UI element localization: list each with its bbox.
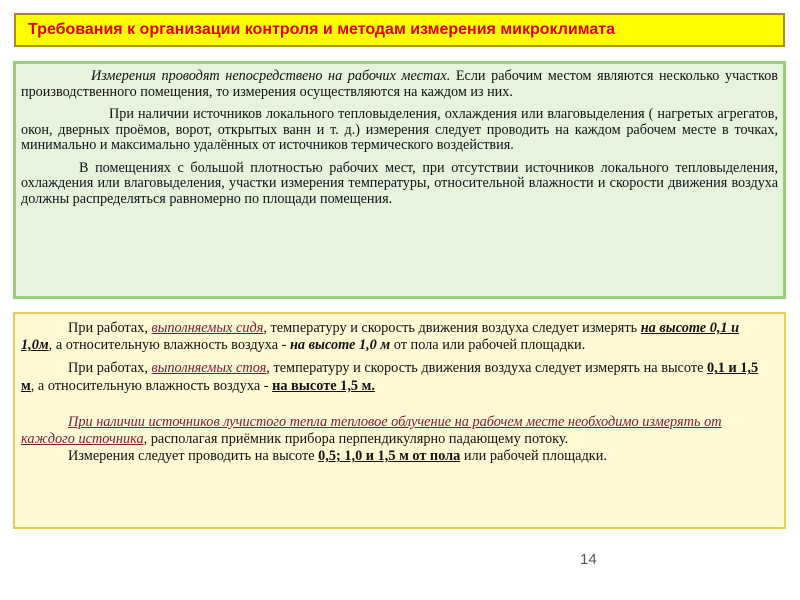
text: , располагая приёмник прибора перпендикулярно падающему потоку. <box>143 431 569 448</box>
highlight-each-source: измерять от каждого источника <box>21 413 722 448</box>
height-standing-temperature: 0,1 и 1,5 м <box>21 360 759 394</box>
text: При работах, <box>68 320 152 336</box>
highlight-standing: выполняемых стоя <box>151 360 267 377</box>
paragraph-high-density: В помещениях с большой плотностью рабочих мест, при отсутствии источников локального тепловыделения, охлаждения или влаговыделения, участки измерения температуры, относительной влажности и скорости движения воздуха должны распределяться равномерно по площади помещения. <box>21 159 778 207</box>
text: Измерения следует проводить на высоте <box>68 448 319 465</box>
text: , температуру и скорость движения воздуха следует измерять на высоте <box>266 360 708 377</box>
text: , а относительную влажность воздуха - <box>48 337 290 354</box>
height-sitting-humidity: на высоте 1,0 м <box>290 337 391 354</box>
slide-title: Требования к организации контроля и методам измерения микроклимата <box>28 21 615 38</box>
paragraph-lead-italic: Измерения проводят непосредствено на рабочих местах. <box>91 68 451 84</box>
highlight-sitting: выполняемых сидя <box>151 320 264 336</box>
requirements-block <box>13 61 786 299</box>
height-sitting-temperature: на высоте 0,1 и 1,0м <box>21 320 740 354</box>
height-standing-humidity: на высоте 1,5 м. <box>272 377 375 394</box>
paragraph-local-sources: При наличии источников локального тепловыделения, охлаждения или влаговыделения ( нагретых агрегатов, окон, дверных проёмов, ворот, открытых ванн и т. д.) измерения следует проводить на каждом рабочем месте в точках, минимально и максимально удалённых от источников термического воздействия. <box>21 106 778 153</box>
text: от пола или рабочей площадки. <box>390 337 586 354</box>
title-banner <box>14 13 785 47</box>
highlight-radiant-heat: При наличии источников лучистого тепла тепловое облучение на рабочем месте необходимо <box>68 413 643 430</box>
text: , а относительную влажность воздуха - <box>30 377 273 394</box>
text: или рабочей площадки. <box>460 448 607 465</box>
paragraph-measurement-heights <box>21 448 764 465</box>
page-number: 14 <box>580 551 597 568</box>
paragraph-standing-work <box>21 360 764 394</box>
paragraph-workplace-measurements <box>21 69 778 100</box>
text: , температуру и скорость движения воздуха следует измерять <box>263 320 641 336</box>
measurement-heights: 0,5; 1,0 и 1,5 м от пола <box>318 448 461 465</box>
paragraph-text: Если рабочим местом являются несколько участков производственного помещения, то измерения осуществляются на каждом из них. <box>21 68 778 100</box>
paragraph-radiant-heat <box>21 414 764 448</box>
measurement-heights-block <box>13 312 786 529</box>
paragraph-sitting-work <box>21 320 764 354</box>
text: При работах, <box>68 360 152 377</box>
